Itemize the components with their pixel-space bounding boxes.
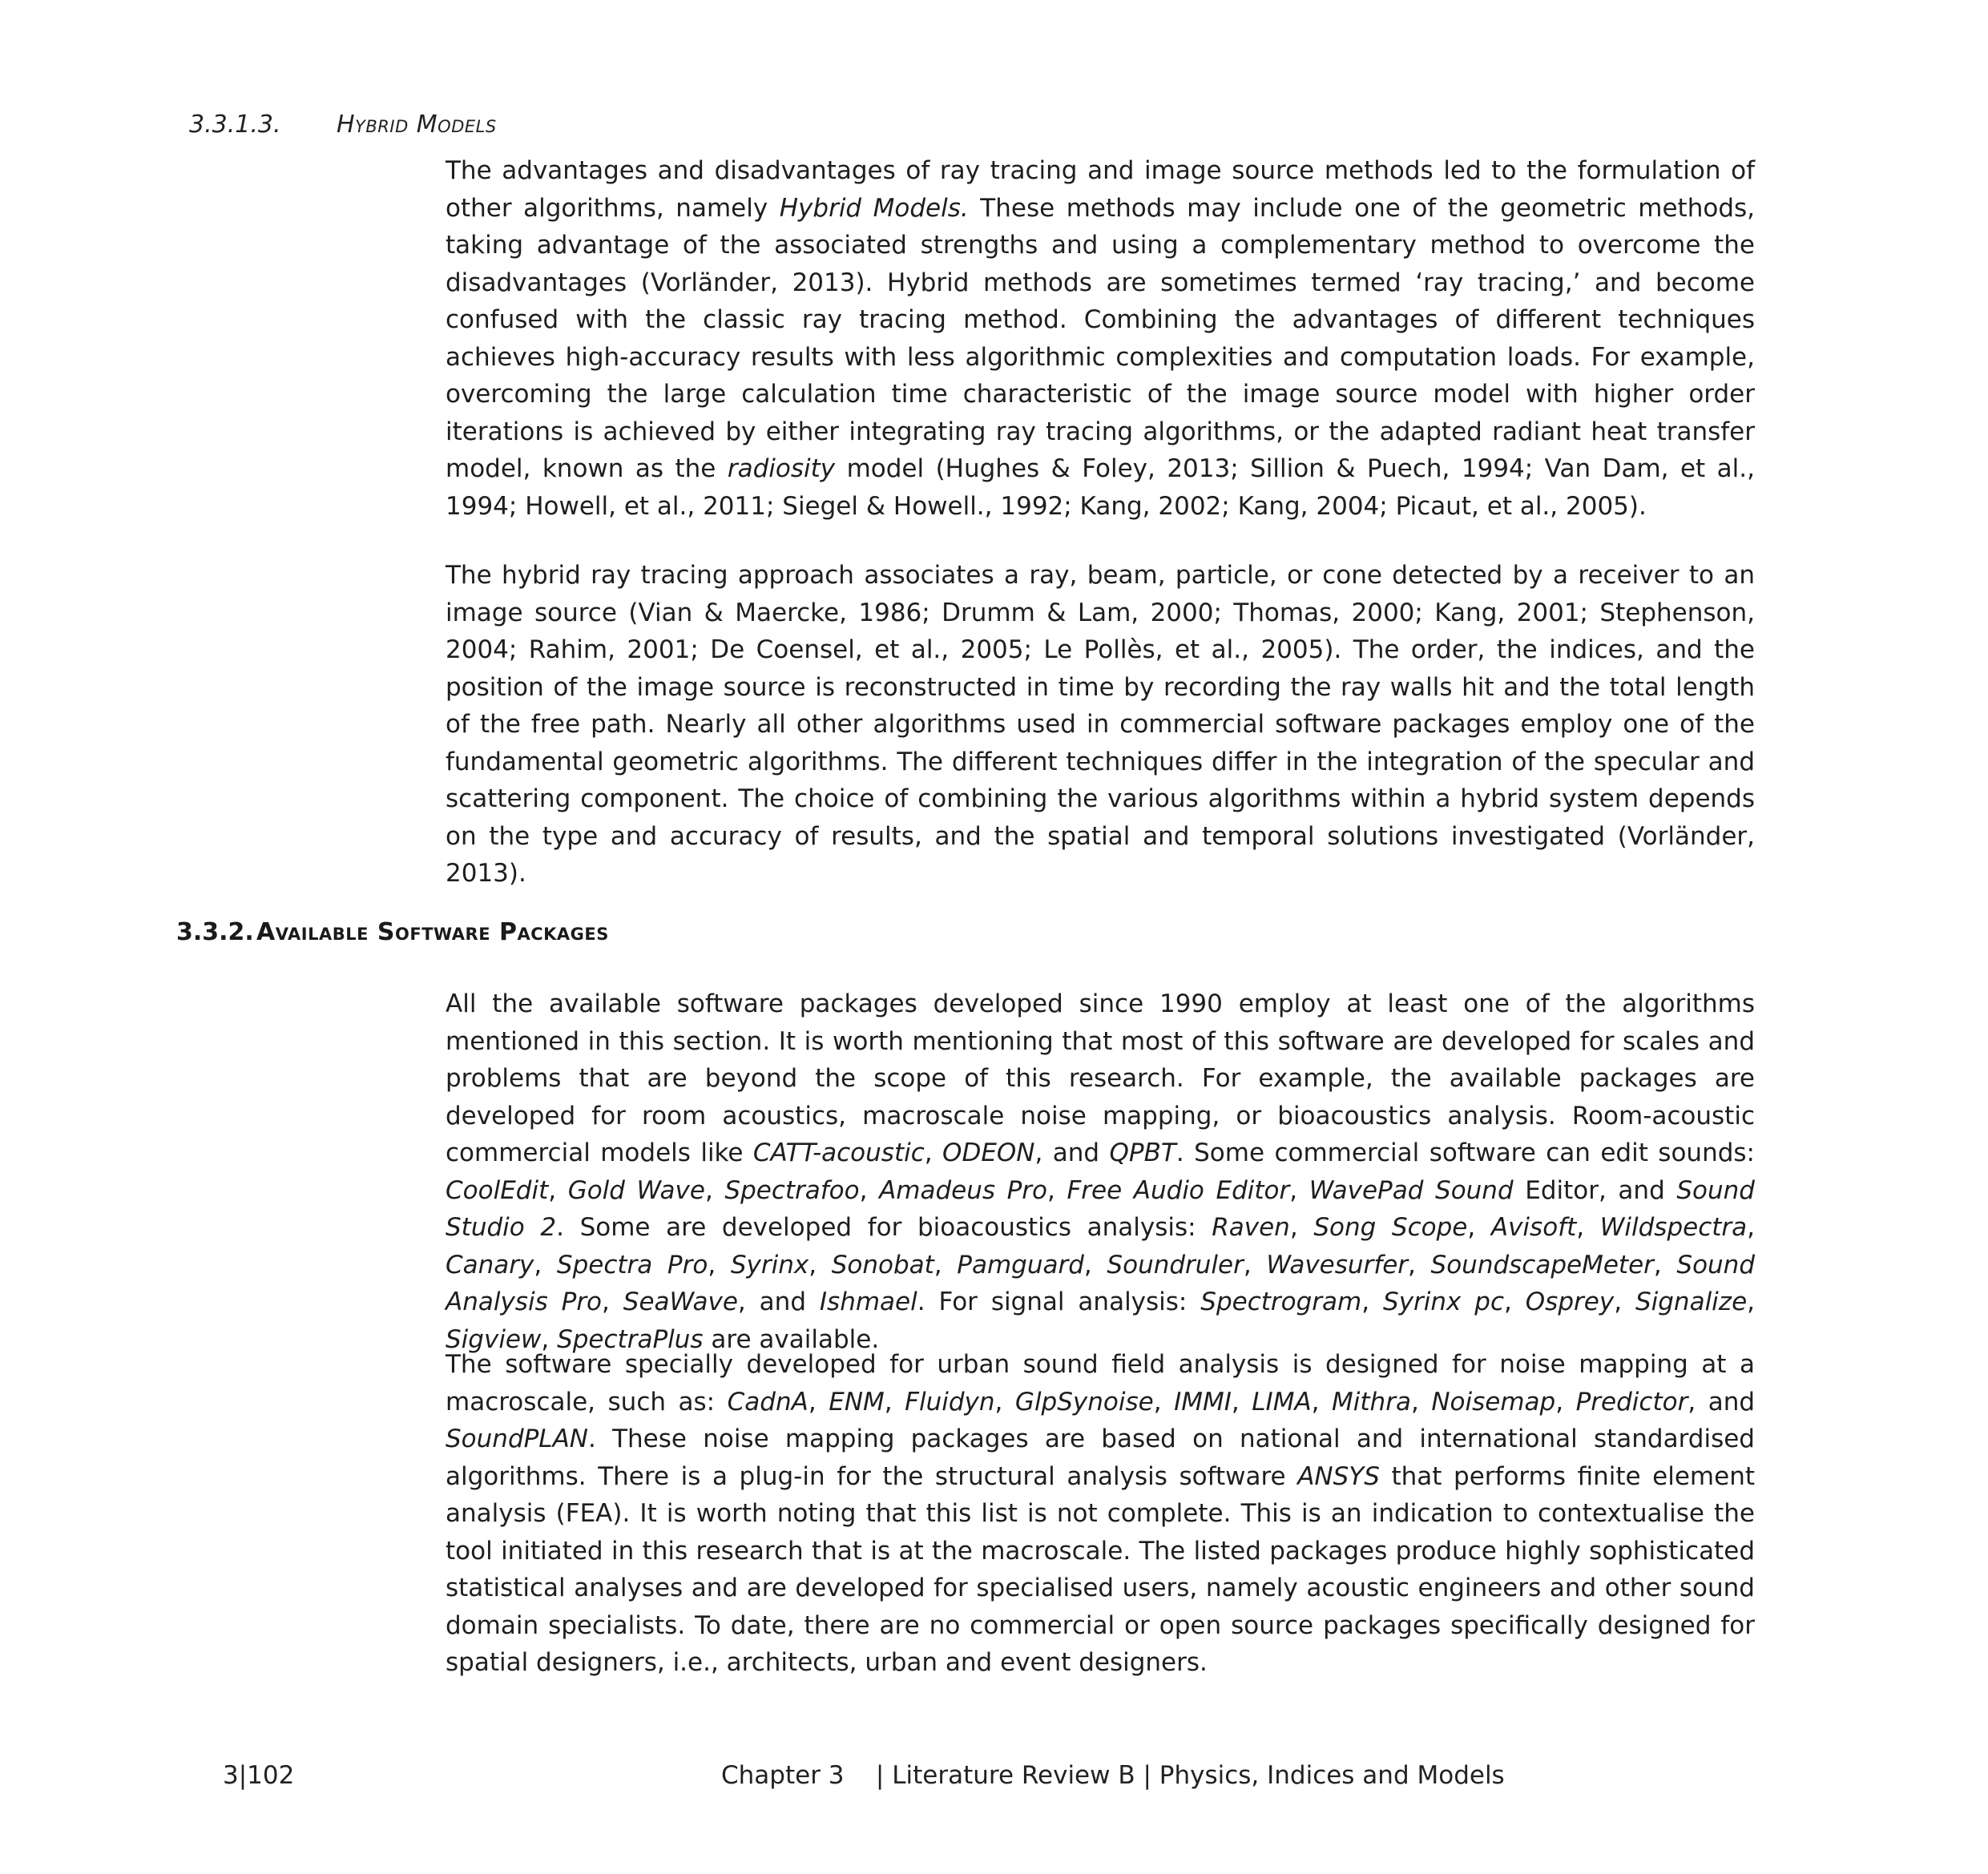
italic-term: GlpSynoise (1014, 1387, 1154, 1417)
italic-term: SoundPLAN (446, 1425, 588, 1453)
section-number: 3.3.2. (176, 918, 254, 946)
italic-term: Canary (446, 1250, 534, 1280)
italic-term: Spectra Pro (556, 1250, 708, 1280)
italic-term: IMMI (1174, 1387, 1232, 1417)
italic-term: Noisemap (1431, 1387, 1556, 1417)
italic-term: SpectraPlus (557, 1324, 704, 1354)
italic-term: Syrinx pc (1383, 1288, 1505, 1316)
italic-term: Hybrid Models. (779, 193, 969, 223)
italic-term: Wildspectra (1599, 1213, 1748, 1242)
italic-term: ANSYS (1297, 1461, 1380, 1491)
italic-term: Free Audio Editor (1067, 1175, 1290, 1205)
italic-term: Sigview (446, 1324, 542, 1354)
italic-term: SoundscapeMeter (1430, 1250, 1654, 1280)
paragraph-hybrid-ray-tracing: The hybrid ray tracing approach associates a ray, beam, particle, or cone detected by a receiver to an image source (Vian & Maercke, 1986; Drumm & Lam, 2000; Thomas, 2000; Kang, 2001; Stephenson, 2004; Rahim, 2001; De Coensel, et al., 2005; Le Pollès, et al., 2005). The order, the indices, and the position of the image source is reconstructed in time by recording the ray walls hit and the total length of the free path. Nearly all other algorithms used in commercial software packages employ one of the fundamental geometric algorithms. The different techniques differ in the integration of the specular and scattering component. The choice of combining the various algorithms within a hybrid system depends on the type and accuracy of results, and the spatial and temporal solutions investigated (Vorländer, 2013). (446, 561, 1755, 888)
italic-term: Spectrogram (1200, 1288, 1362, 1316)
subsection-number: 3.3.1.3. (189, 111, 281, 139)
italic-term: Signalize (1635, 1288, 1748, 1316)
footer-page-number: 3|102 (223, 1761, 295, 1790)
italic-term: Spectrafoo (724, 1175, 860, 1205)
italic-term: LIMA (1252, 1387, 1312, 1417)
italic-term: WavePad Sound (1309, 1175, 1514, 1205)
italic-term: Ishmael (819, 1288, 917, 1316)
italic-term: Sonobat (831, 1250, 934, 1280)
italic-term: Gold Wave (567, 1175, 705, 1205)
italic-term: Raven (1212, 1213, 1290, 1242)
italic-term: Sound Studio 2 (446, 1175, 1755, 1242)
subsection-heading (189, 111, 497, 139)
italic-term: QPBT (1109, 1139, 1176, 1167)
paragraph-software-packages: All the available software packages developed since 1990 employ at least one of the algorithms mentioned in this section. It is worth mentioning that most of this software are developed for scales and problems that are beyond the scope of this research. For example, the available packages are developed for room acoustics, macroscale noise mapping, or bioacoustics analysis. Room-acoustic commercial models like CATT-acoustic, ODEON, and QPBT. Some commercial software can edit sounds: CoolEdit, Gold Wave, Spectrafoo, Amadeus Pro, Free Audio Editor, WavePad Sound Editor, and Sound Studio 2. Some are developed for bioacoustics analysis: Raven, Song Scope, Avisoft, Wildspectra, Canary, Spectra Pro, Syrinx, Sonobat, Pamguard, Soundruler, Wavesurfer, SoundscapeMeter, Sound Analysis Pro, SeaWave, and Ishmael. For signal analysis: Spectrogram, Syrinx pc, Osprey, Signalize, Sigview, SpectraPlus are available. (446, 989, 1756, 1354)
section-heading (176, 918, 609, 946)
italic-term: Wavesurfer (1266, 1250, 1409, 1280)
italic-term: Soundruler (1107, 1250, 1244, 1280)
footer-chapter-title: Chapter 3 | Literature Review B | Physics, Indices and Models (721, 1761, 1505, 1790)
italic-term: Pamguard (957, 1250, 1084, 1280)
italic-term: CoolEdit (446, 1175, 549, 1205)
italic-term: ENM (829, 1387, 885, 1417)
paragraph-urban-sound-software: The software specially developed for urban sound field analysis is designed for noise mapping at a macroscale, such as: CadnA, ENM, Fluidyn, GlpSynoise, IMMI, LIMA, Mithra, Noisemap, Predictor, and SoundPLAN. These noise mapping packages are based on national and international standardised algorithms. There is a plug-in for the structural analysis software ANSYS that performs finite element analysis (FEA). It is worth noting that this list is not complete. This is an indication to contextualise the tool initiated in this research that is at the macroscale. The listed packages produce highly sophisticated statistical analyses and are developed for specialised users, namely acoustic engineers and other sound domain specialists. To date, there are no commercial or open source packages specifically designed for spatial designers, i.e., architects, urban and event designers. (446, 1350, 1756, 1677)
italic-term: Mithra (1332, 1387, 1411, 1417)
italic-term: Predictor (1575, 1387, 1688, 1417)
italic-term: ODEON (942, 1139, 1035, 1167)
subsection-title: Hybrid Models (337, 111, 497, 139)
italic-term: Osprey (1525, 1288, 1615, 1316)
section-title: Available Software Packages (256, 918, 609, 946)
italic-term: Syrinx (730, 1250, 809, 1280)
italic-term: radiosity (727, 454, 836, 483)
italic-term: Song Scope (1313, 1213, 1468, 1242)
italic-term: SeaWave (623, 1288, 738, 1316)
italic-term: Fluidyn (905, 1387, 995, 1417)
italic-term: CATT-acoustic (752, 1139, 925, 1167)
italic-term: Sound Analysis Pro (446, 1250, 1756, 1316)
italic-term: Avisoft (1490, 1213, 1577, 1242)
paragraph-hybrid-models-intro: The advantages and disadvantages of ray tracing and image source methods led to the formulation of other algorithms, namely Hybrid Models. These methods may include one of the geometric methods, taking advantage of the associated strengths and using a complementary method to overcome the disadvantages (Vorländer, 2013). Hybrid methods are sometimes termed ‘ray tracing,’ and become confused with the classic ray tracing method. Combining the advantages of different techniques achieves high-accuracy results with less algorithmic complexities and computation loads. For example, overcoming the large calculation time characteristic of the image source model with higher order iterations is achieved by either integrating ray tracing algorithms, or the adapted radiant heat transfer model, known as the radiosity model (Hughes & Foley, 2013; Sillion & Puech, 1994; Van Dam, et al., 1994; Howell, et al., 2011; Siegel & Howell., 1992; Kang, 2002; Kang, 2004; Picaut, et al., 2005). (446, 156, 1756, 521)
italic-term: CadnA (727, 1387, 809, 1417)
italic-term: Amadeus Pro (879, 1175, 1048, 1205)
